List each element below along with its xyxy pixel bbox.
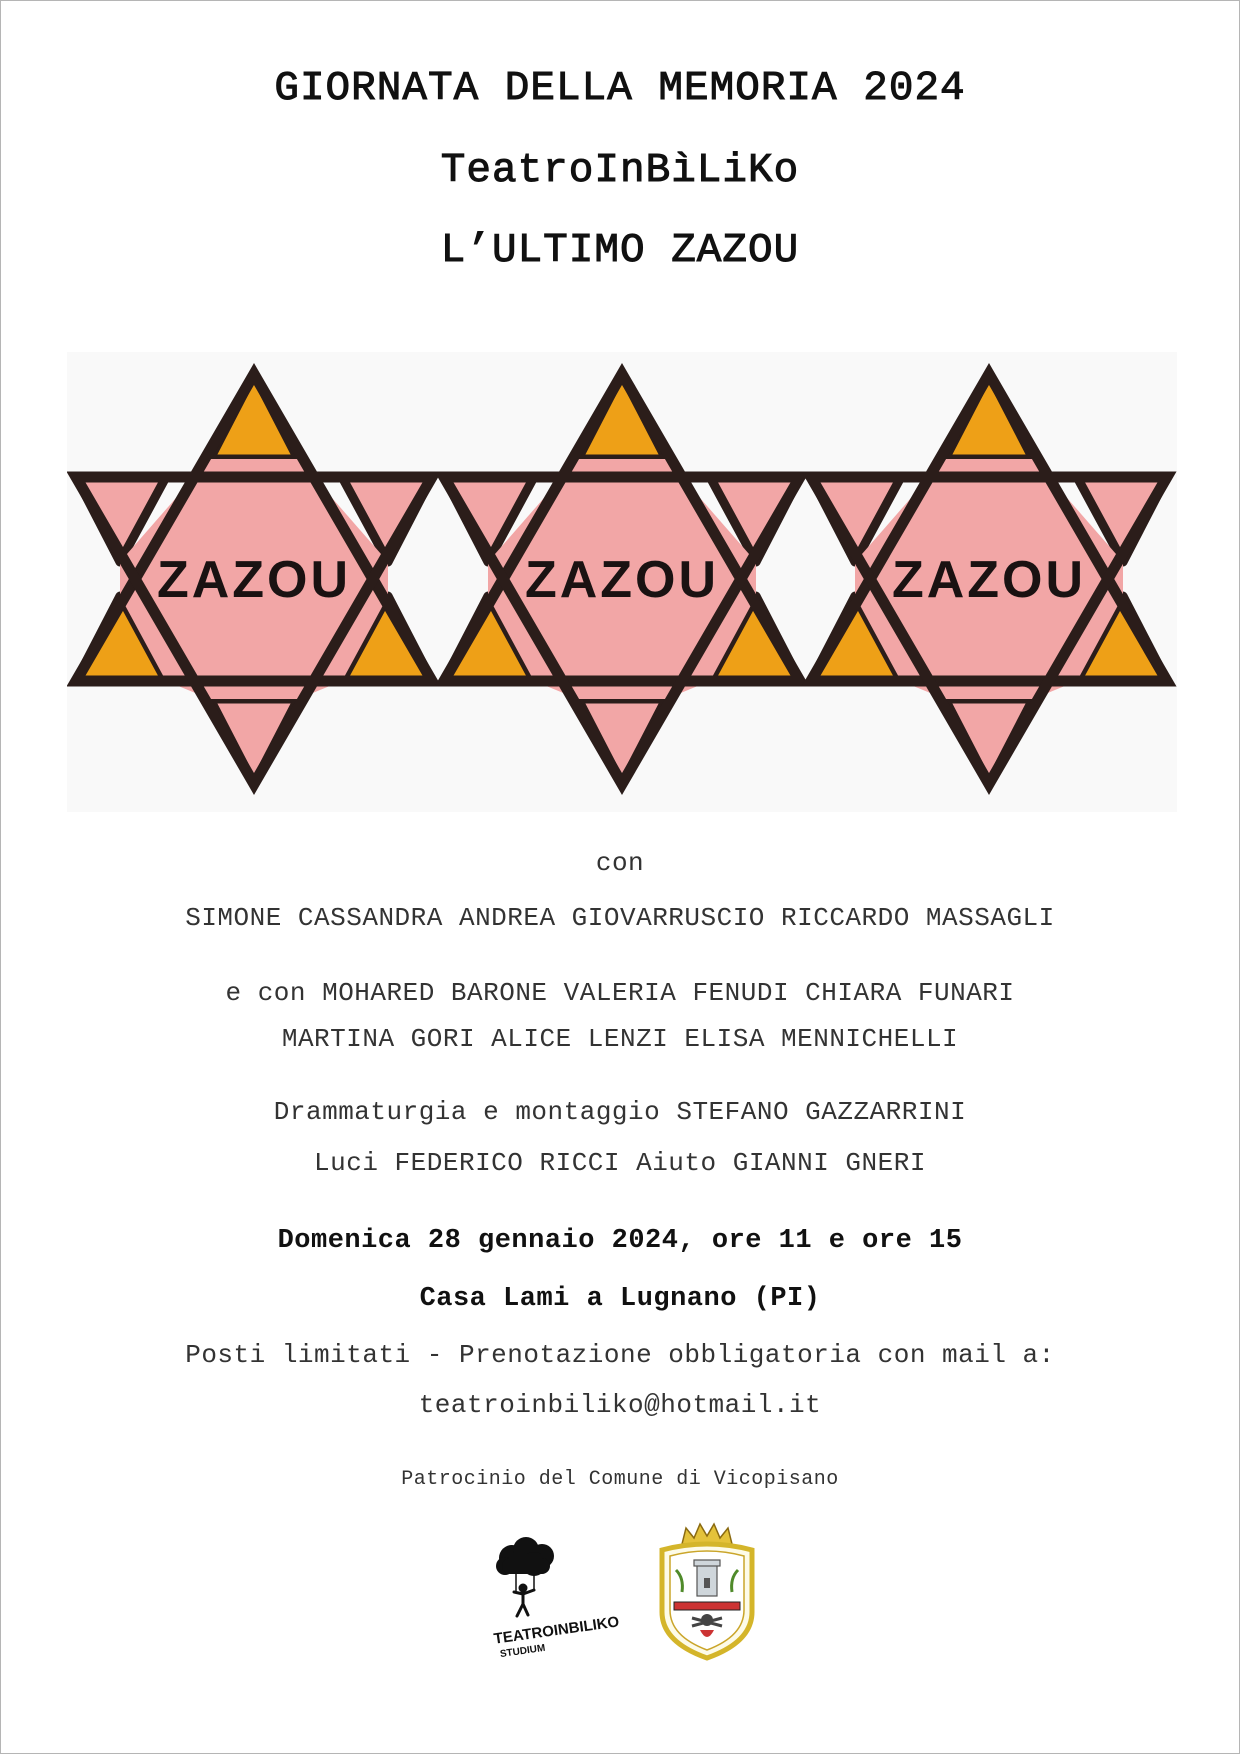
show-title: L’ULTIMO ZAZOU xyxy=(440,228,800,274)
teatroinbiliko-logo xyxy=(490,1536,620,1660)
patronage-note: Patrocinio del Comune di Vicopisano xyxy=(401,1468,839,1491)
logo-text-sub: STUDIUM xyxy=(499,1642,546,1660)
page-title: GIORNATA DELLA MEMORIA 2024 xyxy=(274,66,966,112)
star-label-2: ZAZOU xyxy=(524,551,720,609)
booking-email[interactable]: teatroinbiliko@hotmail.it xyxy=(418,1390,822,1420)
dramaturgy-credit: Drammaturgia e montaggio STEFANO GAZZARRINI xyxy=(273,1097,967,1127)
logo-text-main: TEATROINBILIKO xyxy=(492,1613,620,1648)
stars-illustration xyxy=(67,352,1177,812)
event-venue: Casa Lami a Lugnano (PI) xyxy=(419,1284,821,1314)
star-label-3: ZAZOU xyxy=(891,551,1087,609)
star-badge-3 xyxy=(811,374,1167,784)
main-cast: SIMONE CASSANDRA ANDREA GIOVARRUSCIO RICCARDO MASSAGLI xyxy=(185,903,1055,933)
star-label-1: ZAZOU xyxy=(156,551,352,609)
coat-of-arms-icon xyxy=(652,1522,762,1662)
star-badge-2 xyxy=(444,374,800,784)
supporting-cast-line-1: e con MOHARED BARONE VALERIA FENUDI CHIARA FUNARI xyxy=(225,978,1015,1008)
cloud-acrobat-icon xyxy=(490,1536,620,1660)
company-name: TeatroInBìLiKo xyxy=(440,148,800,194)
supporting-cast-line-2: MARTINA GORI ALICE LENZI ELISA MENNICHELLI xyxy=(281,1024,959,1054)
booking-note: Posti limitati - Prenotazione obbligatoria con mail a: xyxy=(185,1340,1055,1370)
con-label: con xyxy=(595,848,645,878)
lights-credit: Luci FEDERICO RICCI Aiuto GIANNI GNERI xyxy=(314,1148,926,1178)
star-badge-1 xyxy=(76,374,432,784)
stars-svg xyxy=(67,352,1177,812)
vicopisano-coat-of-arms xyxy=(652,1522,762,1662)
event-date: Domenica 28 gennaio 2024, ore 11 e ore 15 xyxy=(277,1226,963,1256)
